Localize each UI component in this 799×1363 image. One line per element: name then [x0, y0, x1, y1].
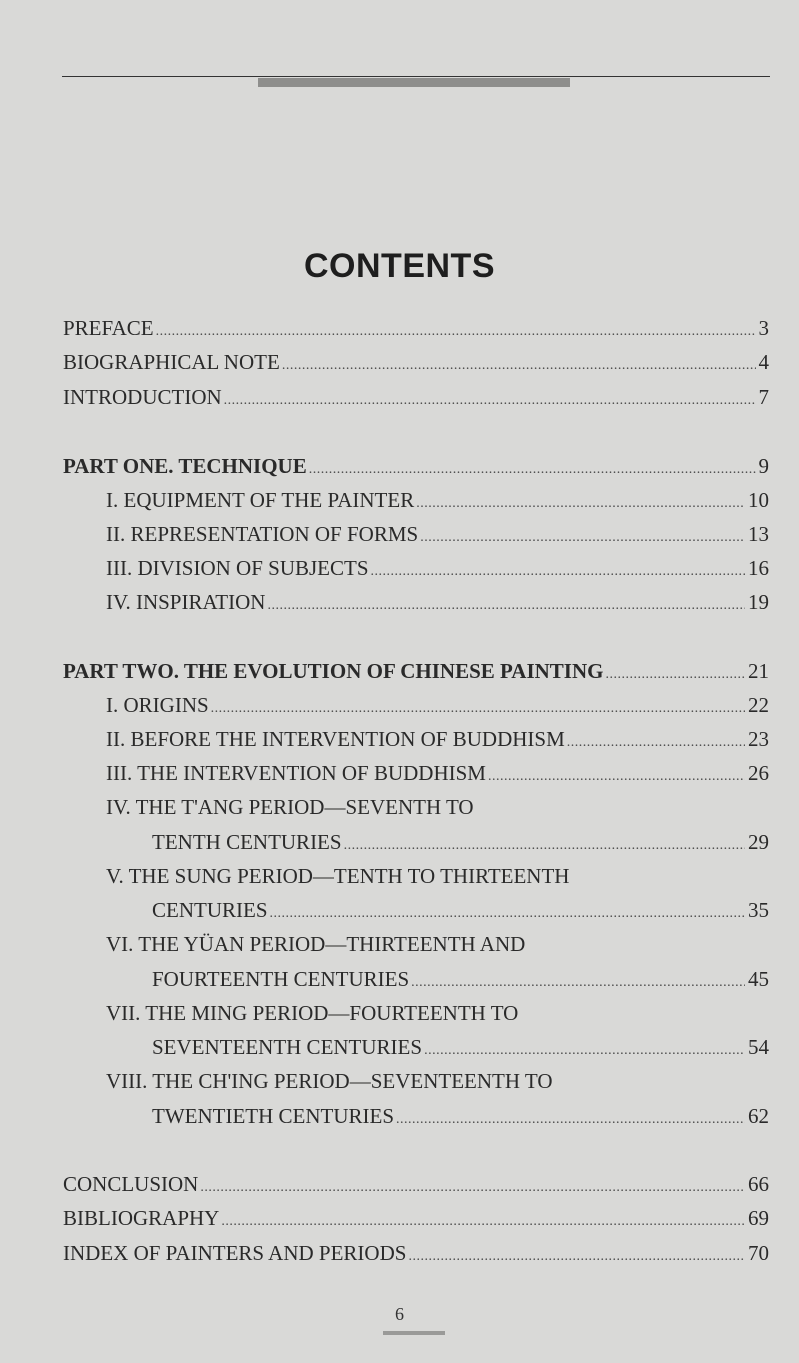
toc-entry-title: I. ORIGINS: [106, 693, 209, 717]
toc-line: [152, 1031, 769, 1067]
dot-leader: [567, 727, 745, 759]
toc-line: [152, 826, 769, 862]
dot-leader: [396, 1104, 745, 1136]
toc-line: [106, 552, 769, 588]
toc-entry-title: III. THE INTERVENTION OF BUDDHISM: [106, 761, 486, 785]
toc-page-number: 66: [748, 1172, 769, 1196]
dot-leader: [270, 898, 746, 930]
toc-entry: [0, 1100, 799, 1132]
toc-page-number: 29: [748, 830, 769, 854]
toc-entry: [0, 963, 799, 995]
dot-leader: [416, 488, 745, 520]
toc-entry-title-cont: TENTH CENTURIES: [152, 830, 342, 854]
toc-line: [152, 1100, 769, 1136]
toc-page-number: 22: [748, 693, 769, 717]
toc-page-number: 19: [748, 590, 769, 614]
toc-line: [106, 689, 769, 725]
toc-entry: [0, 346, 799, 378]
toc-page-number: 16: [748, 556, 769, 580]
toc-page-number: 4: [758, 350, 769, 374]
toc-line: [63, 381, 769, 417]
toc-entry-title: INTRODUCTION: [63, 385, 222, 409]
dot-leader: [224, 385, 756, 417]
toc-page-number: 3: [758, 316, 769, 340]
toc-part-title: PART ONE. TECHNIQUE: [63, 454, 307, 478]
toc-line: [63, 1168, 769, 1204]
toc-entry: [0, 1031, 799, 1063]
toc-entry-title: VIII. THE CH'ING PERIOD—SEVENTEENTH TO: [106, 1069, 553, 1093]
toc-entry-title: II. REPRESENTATION OF FORMS: [106, 522, 419, 546]
toc-line: [63, 312, 769, 348]
dot-leader: [424, 1035, 745, 1067]
toc-line: [63, 655, 769, 691]
toc-page-number: 26: [748, 761, 769, 785]
toc-page-number: 62: [748, 1104, 769, 1128]
dot-leader: [221, 1206, 745, 1238]
toc-line: [63, 346, 769, 382]
toc-page-number: 9: [758, 454, 769, 478]
toc-entry-title: IV. THE T'ANG PERIOD—SEVENTH TO: [106, 795, 474, 819]
toc-entry-title: INDEX OF PAINTERS AND PERIODS: [63, 1241, 407, 1265]
toc-line: [152, 963, 769, 999]
dot-leader: [211, 693, 745, 725]
toc-entry-title: V. THE SUNG PERIOD—TENTH TO THIRTEENTH: [106, 864, 570, 888]
footer-bar: [383, 1331, 445, 1335]
toc-entry-title: VI. THE YÜAN PERIOD—THIRTEENTH AND: [106, 932, 526, 956]
toc-entry: [0, 689, 799, 721]
toc-line: [63, 450, 769, 486]
toc-entry: [0, 757, 799, 789]
dot-leader: [344, 830, 745, 862]
toc-line: [63, 1202, 769, 1238]
toc-entry-first-line: [0, 791, 799, 823]
toc-line: [106, 586, 769, 622]
toc-entry: [0, 1168, 799, 1200]
toc-entry: [0, 381, 799, 413]
toc-entry-first-line: [0, 860, 799, 892]
toc-entry-title-cont: FOURTEENTH CENTURIES: [152, 967, 410, 991]
toc-line: [106, 518, 769, 554]
toc-entry-title: PREFACE: [63, 316, 154, 340]
toc-page-number: 35: [748, 898, 769, 922]
page-folio: 6: [395, 1304, 404, 1324]
toc-page-number: 23: [748, 727, 769, 751]
dot-leader: [605, 659, 745, 691]
toc-part-entry: [0, 450, 799, 482]
toc-entry: [0, 312, 799, 344]
toc-part-entry: [0, 655, 799, 687]
toc-page-number: 45: [748, 967, 769, 991]
toc-entry-title-cont: SEVENTEENTH CENTURIES: [152, 1035, 423, 1059]
toc-entry: [0, 586, 799, 618]
dot-leader: [411, 967, 745, 999]
toc-line: [106, 757, 769, 793]
toc-line: [152, 894, 769, 930]
toc-entry-title: IV. INSPIRATION: [106, 590, 266, 614]
toc-entry-title: BIBLIOGRAPHY: [63, 1206, 220, 1230]
toc-entry: [0, 1237, 799, 1269]
dot-leader: [488, 761, 745, 793]
dot-leader: [371, 556, 745, 588]
toc-page-number: 13: [748, 522, 769, 546]
toc-entry: [0, 894, 799, 926]
toc-entry: [0, 826, 799, 858]
toc-entry-title: VII. THE MING PERIOD—FOURTEENTH TO: [106, 1001, 519, 1025]
header-bar: [258, 78, 570, 87]
toc-entry-title-cont: CENTURIES: [152, 898, 268, 922]
toc-entry-title: I. EQUIPMENT OF THE PAINTER: [106, 488, 415, 512]
toc-page-number: 70: [748, 1241, 769, 1265]
toc-page-number: 10: [748, 488, 769, 512]
dot-leader: [309, 454, 756, 486]
dot-leader: [267, 590, 745, 622]
toc-entry: [0, 723, 799, 755]
dot-leader: [408, 1241, 745, 1273]
toc-page-number: 7: [758, 385, 769, 409]
dot-leader: [156, 316, 756, 348]
dot-leader: [200, 1172, 745, 1204]
toc-entry: [0, 1202, 799, 1234]
toc-page-number: 69: [748, 1206, 769, 1230]
toc-line: [63, 1237, 769, 1273]
header-rule: [62, 76, 770, 77]
toc-page-number: 21: [748, 659, 769, 683]
dot-leader: [420, 522, 745, 554]
toc-part-title: PART TWO. THE EVOLUTION OF CHINESE PAINTING: [63, 659, 604, 683]
toc-entry: [0, 484, 799, 516]
toc-entry-title-cont: TWENTIETH CENTURIES: [152, 1104, 395, 1128]
page-title: CONTENTS: [304, 247, 495, 285]
toc-entry-title: II. BEFORE THE INTERVENTION OF BUDDHISM: [106, 727, 565, 751]
toc-entry-title: BIOGRAPHICAL NOTE: [63, 350, 280, 374]
toc-entry-first-line: [0, 1065, 799, 1097]
toc-entry-first-line: [0, 997, 799, 1029]
toc-entry: [0, 552, 799, 584]
toc-entry-title: CONCLUSION: [63, 1172, 199, 1196]
dot-leader: [282, 350, 756, 382]
toc-line: [106, 723, 769, 759]
toc-entry-title: III. DIVISION OF SUBJECTS: [106, 556, 369, 580]
toc-entry: [0, 518, 799, 550]
toc-entry-first-line: [0, 928, 799, 960]
toc-line: [106, 484, 769, 520]
toc-page-number: 54: [748, 1035, 769, 1059]
